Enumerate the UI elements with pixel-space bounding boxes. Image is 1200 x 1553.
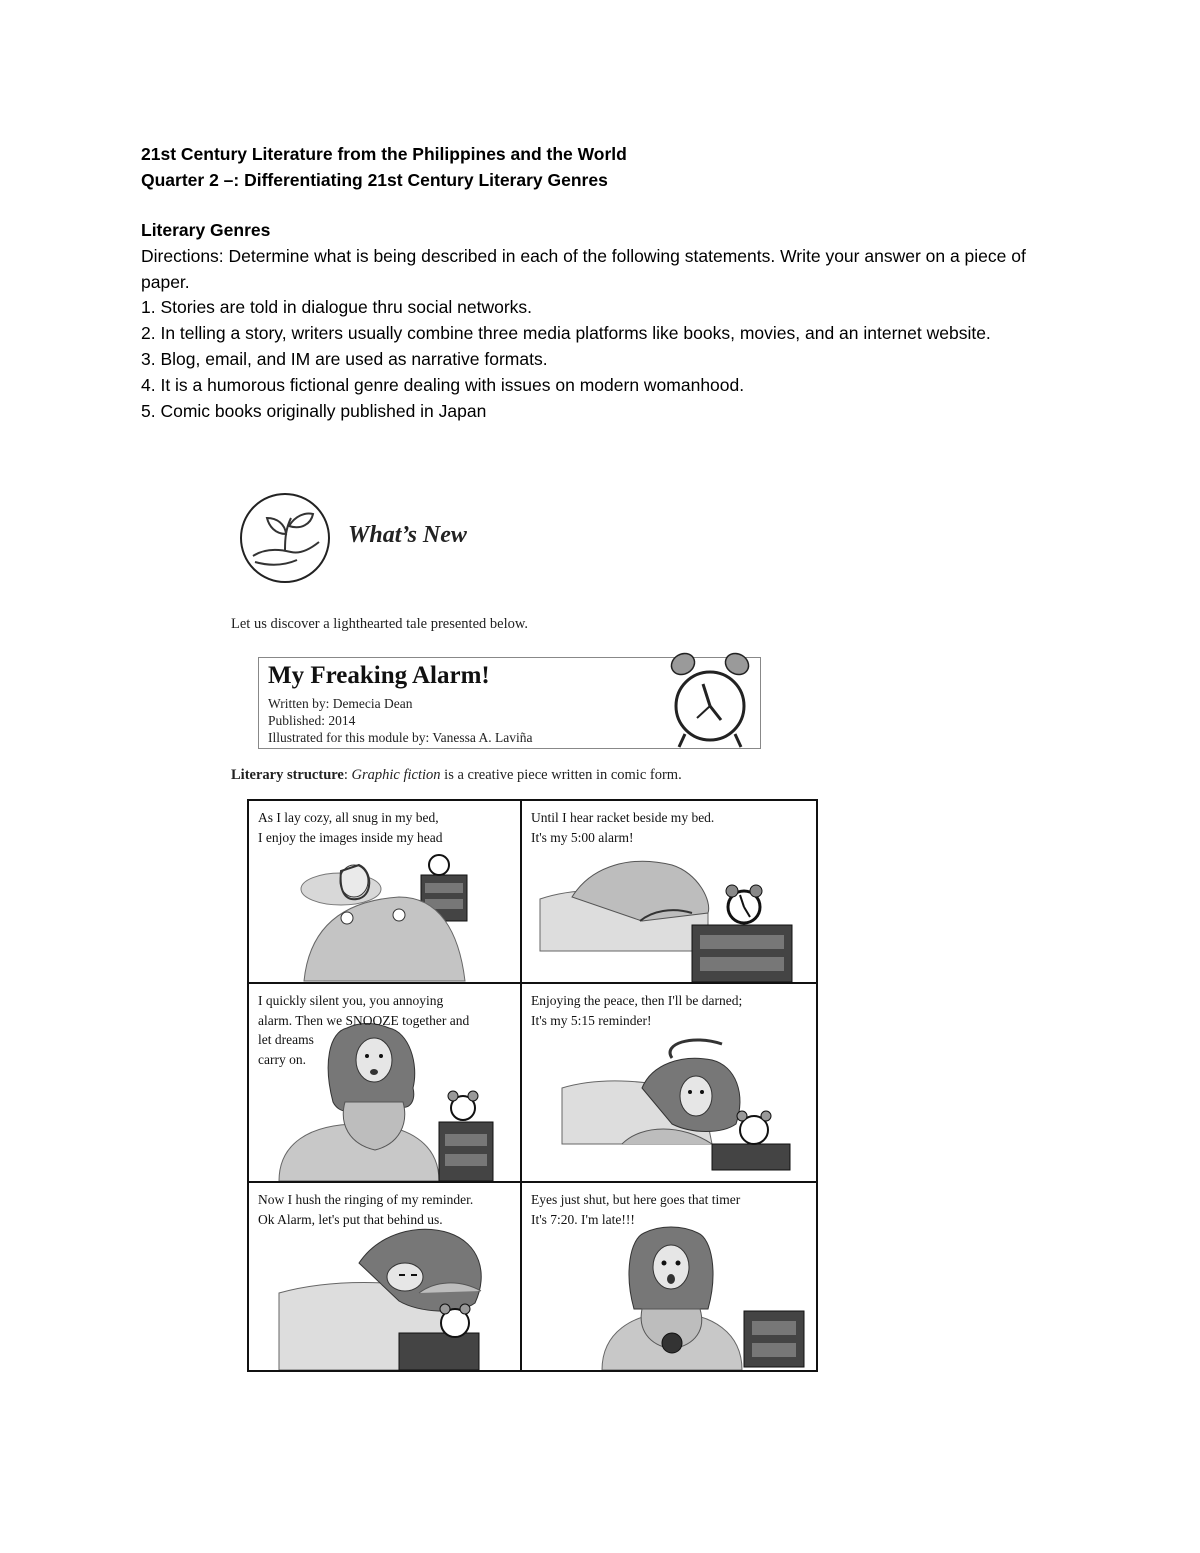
panel-caption: I quickly silent you, you annoying alarm. Then we SNOOZE together and let dreams carry on. [258,993,470,1067]
comic-panel [249,984,522,1183]
question-list [141,295,1071,424]
hand-plant-icon [239,492,331,584]
section-title: Literary Genres [141,220,271,240]
panel-caption: Until I hear racket beside my bed. It's my 5:00 alarm! [531,810,715,845]
structure-separator: : [343,767,352,783]
quarter-title: Quarter 2 –: Differentiating 21st Century Literary Genres [141,170,608,190]
panel-caption: As I lay cozy, all snug in my bed, I enjoy the images inside my head [258,810,443,845]
structure-term: Graphic fiction [351,767,441,783]
panel-caption: Now I hush the ringing of my reminder. Ok Alarm, let's put that behind us. [258,1192,474,1227]
question-item: 3. Blog, email, and IM are used as narrative formats. [141,348,548,369]
panel-caption: Eyes just shut, but here goes that timer It's 7:20. I'm late!!! [531,1192,741,1227]
directions-text: Directions: Determine what is being described in each of the following statements. Write your answer on a piece of paper. [141,245,1026,292]
intro-text: Let us discover a lighthearted tale presented below. [231,616,529,632]
story-title: My Freaking Alarm! [268,662,490,689]
document-header [141,141,1101,193]
comic-panel [522,984,816,1183]
comic-panel [522,801,816,984]
question-item: 2. In telling a story, writers usually combine three media platforms like books, movies, and an internet website. [141,323,991,344]
story-illustrator: Illustrated for this module by: Vanessa A. Laviña [268,730,533,745]
comic-panel [249,1183,522,1370]
alarm-clock-icon [669,650,751,750]
comic-panel [249,801,522,984]
question-item: 1. Stories are told in dialogue thru social networks. [141,297,533,318]
panel-caption: Enjoying the peace, then I'll be darned; It's my 5:15 reminder! [531,993,743,1028]
literary-structure-line [231,767,682,784]
structure-description: is a creative piece written in comic form. [440,767,682,783]
story-author: Written by: Demecia Dean [268,696,413,711]
question-item: 4. It is a humorous fictional genre dealing with issues on modern womanhood. [141,374,745,395]
structure-label: Literary structure [231,767,344,783]
course-title: 21st Century Literature from the Philippines and the World [141,144,627,164]
story-published: Published: 2014 [268,713,356,728]
whats-new-title: What’s New [348,522,467,548]
literary-genres-section [141,218,1071,424]
question-item: 5. Comic books originally published in Japan [141,400,487,421]
comic-panel [522,1183,816,1370]
comic-strip [247,799,818,1372]
